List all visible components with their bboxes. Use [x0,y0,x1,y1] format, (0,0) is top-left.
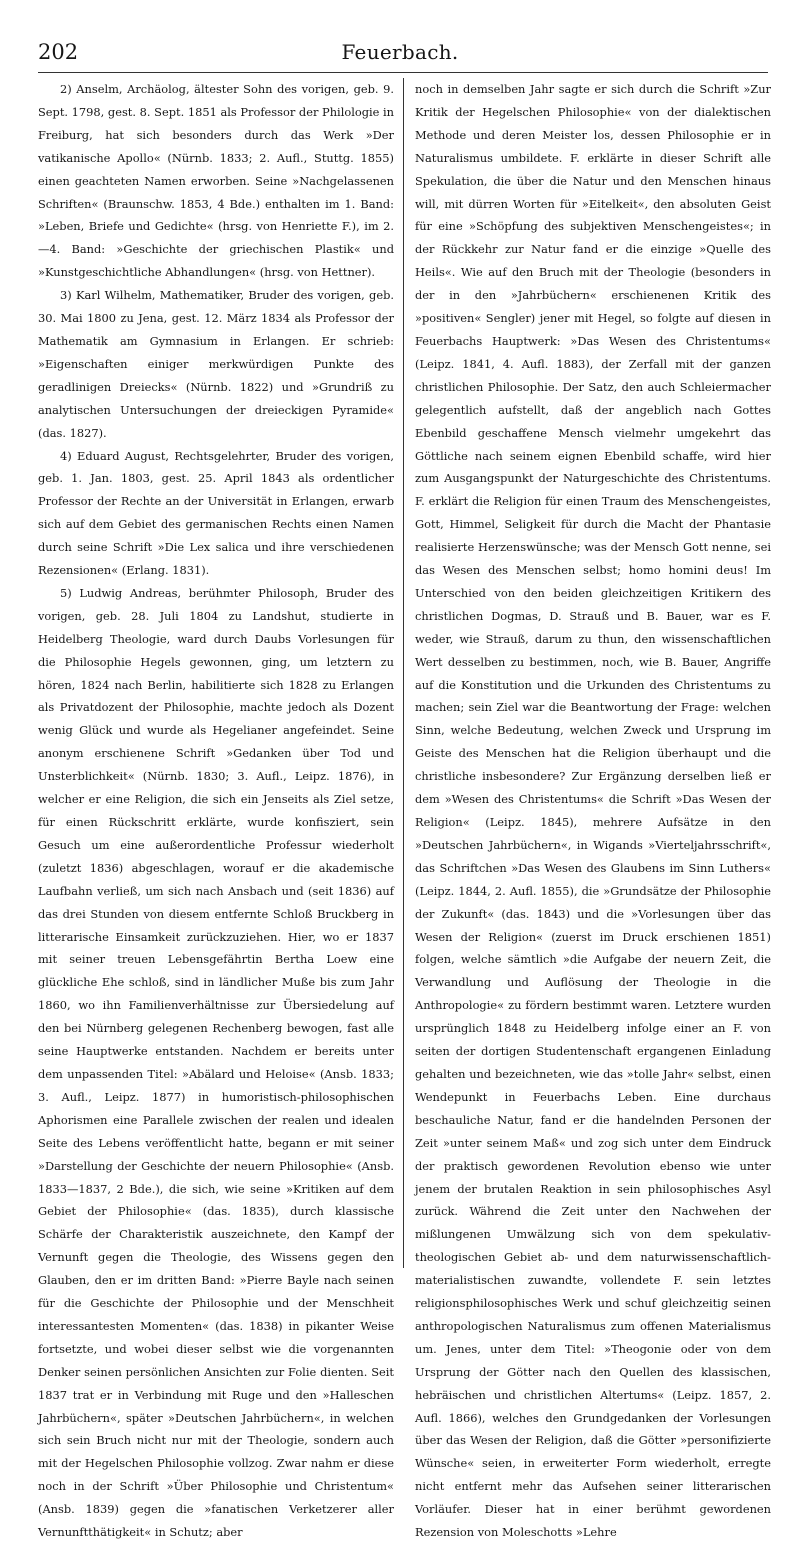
entry-eduard-august: 4) Eduard August, Rechtsgelehrter, Bruder des vorigen, geb. 1. Jan. 1803, gest. 25. April 1843 als ordentlicher Professor der Rechte an der Universität in Erlangen, erwarb sich auf dem Gebiet des germanischen Rechts einen Namen durch seine Schrift »Die Lex salica und ihre verschiedenen Rezensionen« (Erlang. 1831). [38,448,394,578]
header-rule [38,72,768,73]
column-divider [403,78,404,1268]
entry-karl-wilhelm: 3) Karl Wilhelm, Mathematiker, Bruder des vorigen, geb. 30. Mai 1800 zu Jena, gest. 12. März 1834 als Professor der Mathematik am Gymnasium in Erlangen. Er schrieb: »Eigenschaften einiger merkwürdigen Punkte des geradlinigen Dreiecks« (Nürnb. 1822) und »Grundriß zu analytischen Untersuchungen der dreieckigen Pyramide« (das. 1827). [38,288,394,440]
page-header [0,40,800,70]
entry-ludwig-andreas-continued: noch in demselben Jahr sagte er sich durch die Schrift »Zur Kritik der Hegelschen Philosophie« von der dialektischen Methode und deren Meister los, dessen Philosophie er in Naturalismus umbildete. F. erklärte in dieser Schrift alle Spekulation, die über die Natur und den Menschen hinaus will, mit dürren Worten für »Eitelkeit«, den absoluten Geist für eine »Schöpfung des subjektiven Menschengeistes«; in der Rückkehr zur Natur fand er die einzige »Quelle des Heils«. Wie auf den Bruch mit der Theologie (besonders in der in den »Jahrbüchern« erschienenen Kritik des »positiven« Sengler) jener mit Hegel, so folgte auf diesen in Feuerbachs Hauptwerk: »Das Wesen des Christentums« (Leipz. 1841, 4. Aufl. 1883), der Zerfall mit der ganzen christlichen Philosophie. Der Satz, den auch Schleiermacher gelegentlich aufstellt, daß der angeblich nach Gottes Ebenbild geschaffene Mensch vielmehr umgekehrt das Göttliche nach seinem eignen Ebenbild schaffe, wird hier zum Ausgangspunkt der Naturgeschichte des Christentums. F. erklärt die Religion für einen Traum des Menschengeistes, Gott, Himmel, Seligkeit für durch die Macht der Phantasie realisierte Herzenswünsche; was der Mensch Gott nenne, sei das Wesen des Menschen selbst; homo homini deus! Im Unterschied von den beiden gleichzeitigen Kritikern des christlichen Dogmas, D. Strauß und B. Bauer, war es F. weder, wie Strauß, darum zu thun, den wissenschaftlichen Wert desselben zu bestimmen, noch, wie B. Bauer, Angriffe auf die Konstitution und die Urkunden des Christentums zu machen; sein Ziel war die Beantwortung der Frage: welchen Sinn, welche Bedeutung, welchen Zweck und Ursprung im Geiste des Menschen hat die Religion überhaupt und die christliche insbesondere? Zur Ergänzung derselben ließ er dem »Wesen des Christentums« die Schrift »Das Wesen der Religion« (Leipz. 1845), mehrere Aufsätze in den »Deutschen Jahrbüchern«, in Wigands »Vierteljahrsschrift«, das Schriftchen »Das Wesen des Glaubens im Sinn Luthers« (Leipz. 1844, 2. Aufl. 1855), die »Grundsätze der Philosophie der Zukunft« (das. 1843) und die »Vorlesungen über das Wesen der Religion« (zuerst im Druck erschienen 1851) folgen, welche sämtlich »die Aufgabe der neuern Zeit, die Verwandlung und Auflösung der Theologie in die Anthropologie« zu fördern bestimmt waren. Letztere wurden ursprünglich 1848 zu Heidelberg infolge einer an F. von seiten der dortigen Studentenschaft ergangenen Einladung gehalten und bezeichneten, wie das »tolle Jahr« selbst, einen Wendepunkt in Feuerbachs Leben. Eine durchaus beschauliche Natur, fand er die handelnden Personen der Zeit »unter seinem Maß« und zog sich unter dem Eindruck der praktisch gewordenen Revolution ebenso wie unter jenem der brutalen Reaktion in sein philosophisches Asyl zurück. Während die Zeit unter den Nachwehen der mißlungenen Umwälzung sich von dem spekulativ-theologischen Gebiet ab- und dem naturwissenschaftlich-materialistischen zuwandte, vollendete F. sein letztes religionsphilosophisches Werk und schuf gleichzeitig seinen anthropologischen Naturalismus zum offenen Materialismus um. Jenes, unter dem Titel: »Theogonie oder von dem Ursprung der Götter nach den Quellen des klassischen, hebräischen und christlichen Altertums« (Leipz. 1857, 2. Aufl. 1866), welches den Grundgedanken der Vorlesungen über das Wesen der Religion, daß die Götter »personifizierte Wünsche« seien, in erweiterter Form wiederholt, erregte nicht entfernt mehr das Aufsehen seiner litterarischen Vorläufer. Dieser hat in einer berühmt gewordenen Rezension von Moleschotts »Lehre [415,82,771,1540]
running-head: Feuerbach. [341,40,459,64]
entry-anselm: 2) Anselm, Archäolog, ältester Sohn des vorigen, geb. 9. Sept. 1798, gest. 8. Sept. 1851 als Professor der Philologie in Freiburg, hat sich besonders durch das Werk »Der vatikanische Apollo« (Nürnb. 1833; 2. Aufl., Stuttg. 1855) einen geachteten Namen erworben. Seine »Nachgelassenen Schriften« (Braunschw. 1853, 4 Bde.) enthalten im 1. Band: »Leben, Briefe und Gedichte« (hrsg. von Henriette F.), im 2.—4. Band: »Geschichte der griechischen Plastik« und »Kunstgeschichtliche Abhandlungen« (hrsg. von Hettner). [38,82,394,280]
entry-ludwig-andreas: 5) Ludwig Andreas, berühmter Philosoph, Bruder des vorigen, geb. 28. Juli 1804 zu Landshut, studierte in Heidelberg Theologie, ward durch Daubs Vorlesungen für die Philosophie Hegels gewonnen, ging, um letztern zu hören, 1824 nach Berlin, habilitierte sich 1828 zu Erlangen als Privatdozent der Philosophie, machte jedoch als Dozent wenig Glück und wurde als Hegelianer angefeindet. Seine anonym erschienene Schrift »Gedanken über Tod und Unsterblichkeit« (Nürnb. 1830; 3. Aufl., Leipz. 1876), in welcher er eine Religion, die sich ein Jenseits als Ziel setze, für einen Rückschritt erklärte, wurde konfisziert, sein Gesuch um eine außerordentliche Professur wiederholt (zuletzt 1836) abgeschlagen, worauf er die akademische Laufbahn verließ, um sich nach Ansbach und (seit 1836) auf das drei Stunden von diesem entfernte Schloß Bruckberg in litterarische Einsamkeit zurückzuziehen. Hier, wo er 1837 mit seiner treuen Lebensgefährtin Bertha Loew eine glückliche Ehe schloß, sind in ländlicher Muße bis zum Jahr 1860, wo ihn Familienverhältnisse zur Übersiedelung auf den bei Nürnberg gelegenen Rechenberg bewogen, fast alle seine Hauptwerke entstanden. Nachdem er bereits unter dem unpassenden Titel: »Abälard und Heloise« (Ansb. 1833; 3. Aufl., Leipz. 1877) in humoristisch-philosophischen Aphorismen eine Parallele zwischen der realen und idealen Seite des Lebens veröffentlicht hatte, begann er mit seiner »Darstellung der Geschichte der neuern Philosophie« (Ansb. 1833—1837, 2 Bde.), die sich, wie seine »Kritiken auf dem Gebiet der Philosophie« (das. 1835), durch klassische Schärfe der Charakteristik auszeichnete, den Kampf der Vernunft gegen die Theologie, des Wissens gegen den Glauben, den er im dritten Band: »Pierre Bayle nach seinen für die Geschichte der Philosophie und der Menschheit interessantesten Momenten« (das. 1838) in pikanter Weise fortsetzte, und wobei dieser selbst wie die vorgenannten Denker seinen persönlichen Ansichten zur Folie dienten. Seit 1837 trat er in Verbindung mit Ruge und den »Halleschen Jahrbüchern«, später »Deutschen Jahrbüchern«, in welchen sich sein Bruch nicht nur mit der Theologie, sondern auch mit der Hegelschen Philosophie vollzog. Zwar nahm er diese noch in der Schrift »Über Philosophie und Christentum« (Ansb. 1839) gegen die »fanatischen Verketzerer aller Vernunftthätigkeit« in Schutz; aber [38,585,394,1540]
left-column [38,78,394,1544]
page-number: 202 [38,40,79,64]
right-column [415,78,771,1544]
